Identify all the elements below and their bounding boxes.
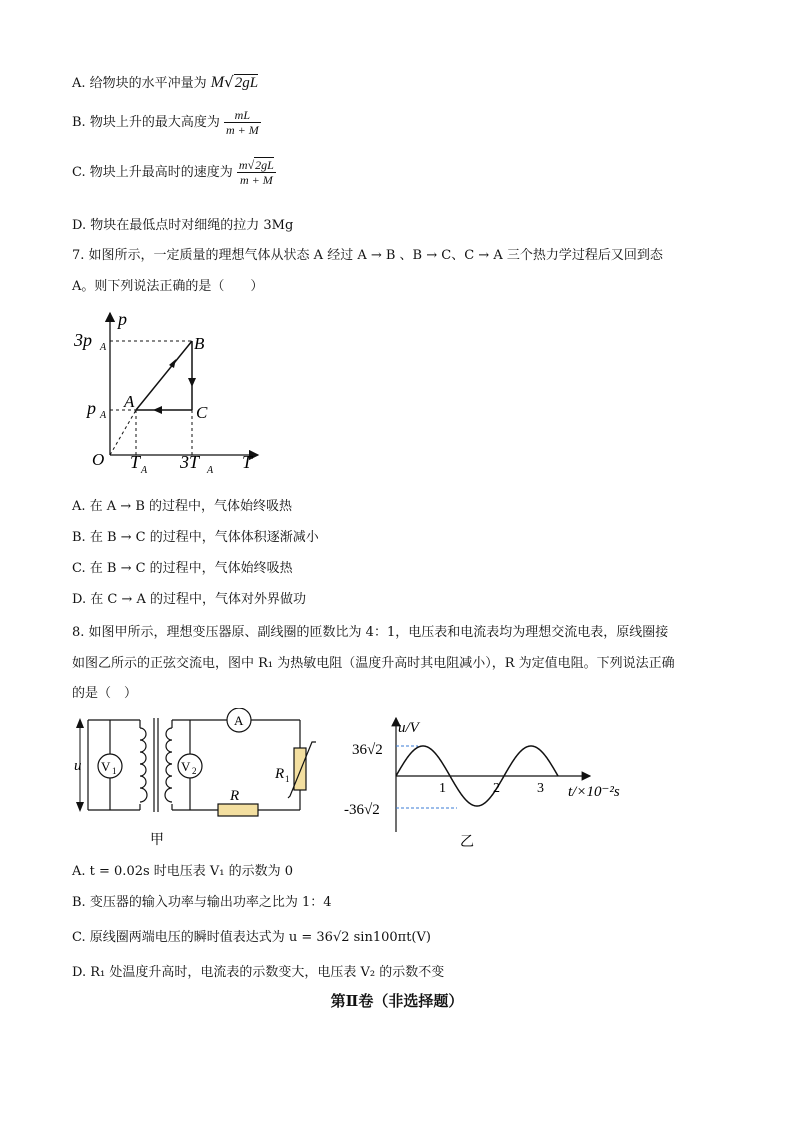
svg-text:R: R bbox=[230, 788, 240, 804]
t-axis-label: T bbox=[242, 452, 253, 472]
point-c-label: C bbox=[196, 403, 208, 422]
svg-text:V: V bbox=[181, 759, 191, 774]
svg-text:R: R bbox=[275, 766, 285, 782]
dashed-extension bbox=[110, 410, 136, 455]
point-b-label: B bbox=[194, 334, 205, 353]
q8-stem-line2: 如图乙所示的正弦交流电，图中 R₁ 为热敏电阻（温度升高时其电阻减小），R 为定值电阻。下列说法正确 bbox=[72, 656, 675, 671]
t-axis-label: t/×10⁻²s bbox=[568, 784, 620, 800]
q7-option-b: B. 在 B → C 的过程中，气体体积逐渐减小 bbox=[72, 530, 319, 545]
p-axis-label: p bbox=[118, 309, 127, 329]
primary-coil bbox=[140, 728, 147, 802]
q7-stem-line2: A。则下列说法正确的是（ ） bbox=[72, 279, 264, 294]
svg-text:1: 1 bbox=[285, 774, 290, 784]
u-label: u bbox=[74, 758, 82, 774]
tick-3pA: 3p bbox=[74, 330, 92, 350]
resistor-r bbox=[218, 804, 258, 816]
q8-option-a: A. t = 0.02s 时电压表 V₁ 的示数为 0 bbox=[72, 864, 294, 879]
sub-a: A bbox=[100, 410, 107, 421]
q6-option-b: B. 物块上升的最大高度为 $\frac{mL}{m + M}$ bbox=[72, 108, 259, 137]
section-title: 第Ⅱ卷（非选择题） bbox=[330, 992, 464, 1010]
svg-text:2: 2 bbox=[192, 766, 197, 776]
q6-option-c: C. 物块上升最高时的速度为 $\frac{m√2gL}{m + M}$ bbox=[72, 158, 274, 187]
origin-label: O bbox=[92, 450, 105, 469]
tick-2: 2 bbox=[493, 781, 500, 796]
arrow-icon bbox=[153, 406, 162, 414]
q8-option-c: C. 原线圈两端电压的瞬时值表达式为 u = 36√2 sin100πt(V) bbox=[72, 930, 431, 945]
q7-stem-line1: 7. 如图所示，一定质量的理想气体从状态 A 经过 A → B 、B → C、C → A 三个热力学过程后又回到态 bbox=[72, 248, 663, 263]
tick-top: 36√2 bbox=[352, 742, 383, 758]
q7-option-a: A. 在 A → B 的过程中，气体始终吸热 bbox=[72, 499, 293, 514]
caption-jia: 甲 bbox=[150, 833, 164, 848]
q8-option-b: B. 变压器的输入功率与输出功率之比为 1：4 bbox=[72, 895, 332, 910]
arrow-icon bbox=[76, 718, 84, 728]
sub-a: A bbox=[100, 342, 107, 353]
sub-a: A bbox=[207, 465, 214, 476]
tick-1: 1 bbox=[439, 781, 446, 796]
arrow-icon bbox=[188, 378, 196, 387]
arrow-icon bbox=[76, 802, 84, 812]
q6-option-a: A. 给物块的水平冲量为 M√2gL bbox=[72, 73, 259, 91]
tick-TA: T bbox=[130, 452, 141, 472]
tick-bottom: -36√2 bbox=[344, 802, 380, 818]
svg-text:A: A bbox=[234, 713, 244, 728]
q7-pt-graph bbox=[70, 305, 270, 480]
tick-pA: p bbox=[87, 398, 96, 418]
q7-option-c: C. 在 B → C 的过程中，气体始终吸热 bbox=[72, 561, 293, 576]
arrow-icon bbox=[169, 359, 176, 368]
process-a-b bbox=[136, 341, 192, 410]
caption-yi: 乙 bbox=[460, 835, 474, 850]
q7-option-d: D. 在 C → A 的过程中，气体对外界做功 bbox=[72, 592, 306, 607]
fraction: $\frac{m√2gL}{m + M}$ bbox=[238, 158, 274, 187]
tick-3: 3 bbox=[537, 781, 544, 796]
q6-option-d: D. 物块在最低点时对细绳的拉力 3Mg bbox=[72, 218, 294, 233]
fraction: $\frac{mL}{m + M}$ bbox=[225, 108, 259, 137]
secondary-coil bbox=[165, 728, 172, 802]
sub-a: A bbox=[141, 465, 148, 476]
q8-option-d: D. R₁ 处温度升高时，电流表的示数变大，电压表 V₂ 的示数不变 bbox=[72, 965, 445, 980]
point-a-label: A bbox=[124, 392, 135, 411]
tick-3TA: 3T bbox=[180, 452, 200, 472]
svg-text:1: 1 bbox=[112, 766, 117, 776]
svg-text:V: V bbox=[101, 759, 111, 774]
thermistor-r1 bbox=[294, 748, 306, 790]
q8-circuit-diagram bbox=[70, 708, 335, 853]
q8-stem-line3: 的是（ ） bbox=[72, 686, 138, 701]
q8-waveform-graph bbox=[340, 712, 630, 857]
u-axis-label: u/V bbox=[398, 720, 419, 736]
q8-stem-line1: 8. 如图甲所示，理想变压器原、副线圈的匝数比为 4：1，电压表和电流表均为理想交流电表，原线圈接 bbox=[72, 625, 669, 640]
